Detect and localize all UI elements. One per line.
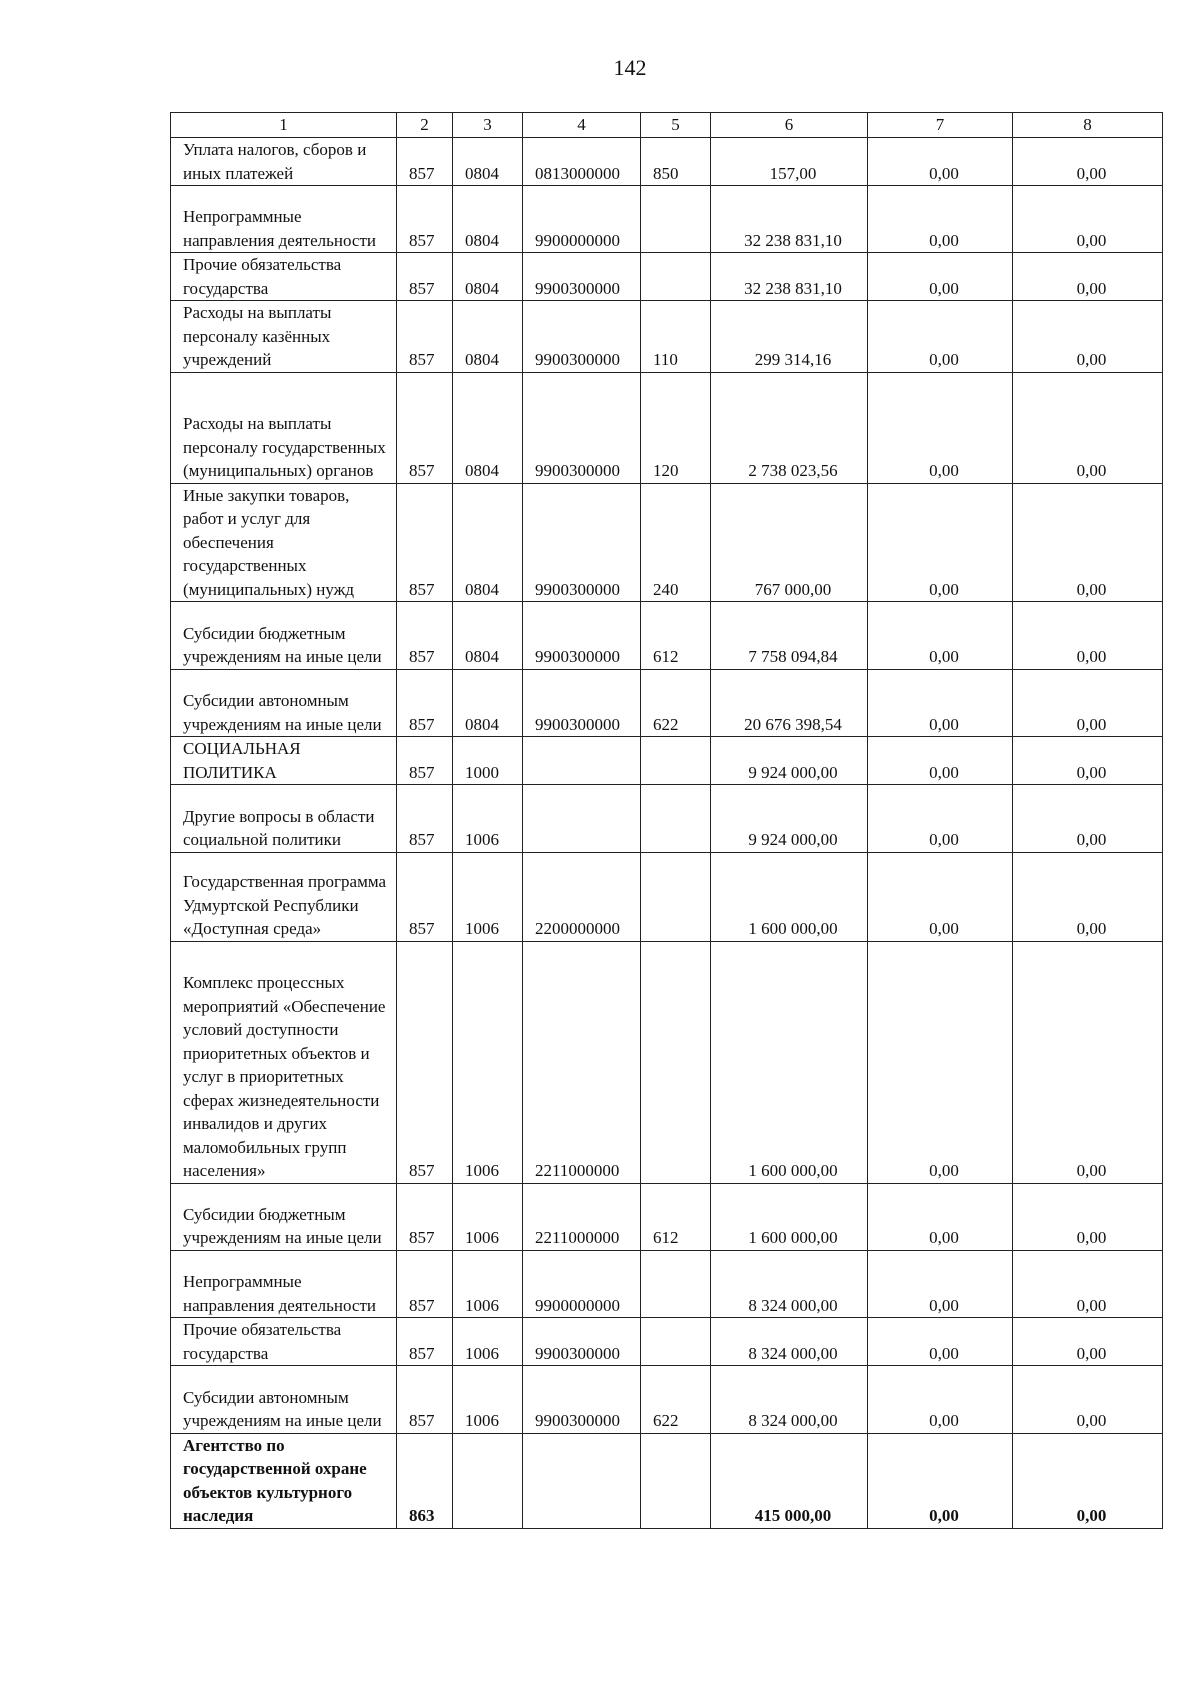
ministry-code-cell: 857: [397, 737, 453, 785]
target-article-cell: 9900300000: [523, 602, 641, 669]
table-row: [171, 186, 1163, 253]
amount-col7-cell: 0,00: [868, 483, 1013, 602]
target-article-cell: 2211000000: [523, 941, 641, 1183]
table-row: [171, 785, 1163, 852]
amount-col7-cell: 0,00: [868, 1183, 1013, 1250]
amount-col7-cell: 0,00: [868, 737, 1013, 785]
row-name-cell: Субсидии автономным учреждениям на иные цели: [171, 669, 397, 736]
row-name-cell: Расходы на выплаты персоналу казённых учреждений: [171, 301, 397, 373]
amount-cell: 415 000,00: [711, 1433, 868, 1528]
table-row: [171, 737, 1163, 785]
ministry-code-cell: 857: [397, 372, 453, 483]
target-article-cell: 2200000000: [523, 852, 641, 941]
row-name-cell: Прочие обязательства государства: [171, 253, 397, 301]
amount-col8-cell: 0,00: [1013, 1366, 1163, 1433]
amount-cell: 32 238 831,10: [711, 253, 868, 301]
table-row: [171, 301, 1163, 373]
expense-type-cell: [641, 1318, 711, 1366]
target-article-cell: 0813000000: [523, 138, 641, 186]
section-code-cell: 0804: [453, 301, 523, 373]
row-name-cell: Непрограммные направления деятельности: [171, 186, 397, 253]
ministry-code-cell: 857: [397, 301, 453, 373]
section-code-cell: 1006: [453, 852, 523, 941]
column-header: 1: [171, 113, 397, 138]
ministry-code-cell: 857: [397, 941, 453, 1183]
amount-col7-cell: 0,00: [868, 1250, 1013, 1317]
amount-col7-cell: 0,00: [868, 1366, 1013, 1433]
target-article-cell: [523, 1433, 641, 1528]
row-name-cell: Другие вопросы в области социальной политики: [171, 785, 397, 852]
amount-col8-cell: 0,00: [1013, 483, 1163, 602]
expense-type-cell: 612: [641, 602, 711, 669]
ministry-code-cell: 857: [397, 1318, 453, 1366]
ministry-code-cell: 857: [397, 602, 453, 669]
amount-cell: 8 324 000,00: [711, 1250, 868, 1317]
ministry-code-cell: 857: [397, 138, 453, 186]
expense-type-cell: 622: [641, 669, 711, 736]
target-article-cell: 9900300000: [523, 301, 641, 373]
amount-cell: 7 758 094,84: [711, 602, 868, 669]
column-header: 5: [641, 113, 711, 138]
table-body: [171, 138, 1163, 1529]
amount-col7-cell: 0,00: [868, 301, 1013, 373]
amount-col8-cell: 0,00: [1013, 186, 1163, 253]
table-row: [171, 1433, 1163, 1528]
amount-cell: 767 000,00: [711, 483, 868, 602]
ministry-code-cell: 857: [397, 1250, 453, 1317]
amount-col8-cell: 0,00: [1013, 785, 1163, 852]
row-name-cell: Прочие обязательства государства: [171, 1318, 397, 1366]
section-code-cell: 1000: [453, 737, 523, 785]
column-header: 2: [397, 113, 453, 138]
amount-cell: 9 924 000,00: [711, 785, 868, 852]
table-row: [171, 1366, 1163, 1433]
amount-col8-cell: 0,00: [1013, 253, 1163, 301]
ministry-code-cell: 857: [397, 253, 453, 301]
amount-col8-cell: 0,00: [1013, 1183, 1163, 1250]
target-article-cell: 9900300000: [523, 1366, 641, 1433]
column-header: 4: [523, 113, 641, 138]
target-article-cell: 9900300000: [523, 483, 641, 602]
table-row: [171, 669, 1163, 736]
amount-col8-cell: 0,00: [1013, 941, 1163, 1183]
ministry-code-cell: 857: [397, 785, 453, 852]
ministry-code-cell: 857: [397, 669, 453, 736]
amount-col7-cell: 0,00: [868, 1433, 1013, 1528]
amount-cell: 299 314,16: [711, 301, 868, 373]
target-article-cell: 9900000000: [523, 186, 641, 253]
section-code-cell: 1006: [453, 1366, 523, 1433]
ministry-code-cell: 863: [397, 1433, 453, 1528]
amount-col7-cell: 0,00: [868, 186, 1013, 253]
column-header: 6: [711, 113, 868, 138]
expense-type-cell: 240: [641, 483, 711, 602]
ministry-code-cell: 857: [397, 852, 453, 941]
amount-cell: 8 324 000,00: [711, 1366, 868, 1433]
table-row: [171, 852, 1163, 941]
amount-col8-cell: 0,00: [1013, 669, 1163, 736]
section-code-cell: [453, 1433, 523, 1528]
expense-type-cell: [641, 852, 711, 941]
amount-col7-cell: 0,00: [868, 1318, 1013, 1366]
target-article-cell: 9900300000: [523, 372, 641, 483]
target-article-cell: [523, 737, 641, 785]
table-row: [171, 138, 1163, 186]
expense-type-cell: 110: [641, 301, 711, 373]
budget-table: [170, 112, 1163, 1529]
amount-col7-cell: 0,00: [868, 941, 1013, 1183]
section-code-cell: 1006: [453, 941, 523, 1183]
amount-cell: 8 324 000,00: [711, 1318, 868, 1366]
amount-col8-cell: 0,00: [1013, 372, 1163, 483]
ministry-code-cell: 857: [397, 483, 453, 602]
amount-cell: 157,00: [711, 138, 868, 186]
amount-col7-cell: 0,00: [868, 602, 1013, 669]
row-name-cell: Уплата налогов, сборов и иных платежей: [171, 138, 397, 186]
row-name-cell: Субсидии бюджетным учреждениям на иные цели: [171, 1183, 397, 1250]
expense-type-cell: [641, 941, 711, 1183]
amount-cell: 1 600 000,00: [711, 852, 868, 941]
row-name-cell: Государственная программа Удмуртской Республики «Доступная среда»: [171, 852, 397, 941]
section-code-cell: 0804: [453, 669, 523, 736]
amount-col7-cell: 0,00: [868, 138, 1013, 186]
amount-col7-cell: 0,00: [868, 669, 1013, 736]
amount-col8-cell: 0,00: [1013, 602, 1163, 669]
ministry-code-cell: 857: [397, 1183, 453, 1250]
ministry-code-cell: 857: [397, 186, 453, 253]
expense-type-cell: 622: [641, 1366, 711, 1433]
row-name-cell: СОЦИАЛЬНАЯ ПОЛИТИКА: [171, 737, 397, 785]
row-name-cell: Субсидии автономным учреждениям на иные цели: [171, 1366, 397, 1433]
row-name-cell: Комплекс процессных мероприятий «Обеспечение условий доступности приоритетных объектов и услуг в приоритетных сферах жизнедеятельности инвалидов и других маломобильных групп населения»: [171, 941, 397, 1183]
expense-type-cell: [641, 186, 711, 253]
section-code-cell: 0804: [453, 372, 523, 483]
section-code-cell: 0804: [453, 138, 523, 186]
row-name-cell: Непрограммные направления деятельности: [171, 1250, 397, 1317]
amount-col7-cell: 0,00: [868, 852, 1013, 941]
table-row: [171, 372, 1163, 483]
table-row: [171, 1183, 1163, 1250]
row-name-cell: Иные закупки товаров, работ и услуг для обеспечения государственных (муниципальных) нужд: [171, 483, 397, 602]
page-number: 142: [613, 55, 647, 80]
target-article-cell: 9900000000: [523, 1250, 641, 1317]
row-name-cell: Субсидии бюджетным учреждениям на иные цели: [171, 602, 397, 669]
table-row: [171, 1318, 1163, 1366]
target-article-cell: 9900300000: [523, 253, 641, 301]
expense-type-cell: 850: [641, 138, 711, 186]
amount-col8-cell: 0,00: [1013, 138, 1163, 186]
amount-col8-cell: 0,00: [1013, 1433, 1163, 1528]
section-code-cell: 1006: [453, 1250, 523, 1317]
amount-col7-cell: 0,00: [868, 785, 1013, 852]
target-article-cell: 9900300000: [523, 1318, 641, 1366]
amount-cell: 1 600 000,00: [711, 941, 868, 1183]
amount-cell: 9 924 000,00: [711, 737, 868, 785]
row-name-cell: Расходы на выплаты персоналу государственных (муниципальных) органов: [171, 372, 397, 483]
target-article-cell: 9900300000: [523, 669, 641, 736]
amount-col8-cell: 0,00: [1013, 737, 1163, 785]
amount-col7-cell: 0,00: [868, 372, 1013, 483]
amount-col8-cell: 0,00: [1013, 1318, 1163, 1366]
expense-type-cell: [641, 1250, 711, 1317]
amount-cell: 20 676 398,54: [711, 669, 868, 736]
expense-type-cell: [641, 737, 711, 785]
row-name-cell: Агентство по государственной охране объектов культурного наследия: [171, 1433, 397, 1528]
column-header: 3: [453, 113, 523, 138]
table-row: [171, 483, 1163, 602]
table-row: [171, 602, 1163, 669]
section-code-cell: 1006: [453, 1318, 523, 1366]
table-row: [171, 941, 1163, 1183]
amount-cell: 32 238 831,10: [711, 186, 868, 253]
amount-cell: 1 600 000,00: [711, 1183, 868, 1250]
expense-type-cell: [641, 253, 711, 301]
section-code-cell: 0804: [453, 253, 523, 301]
table-row: [171, 253, 1163, 301]
section-code-cell: 0804: [453, 483, 523, 602]
section-code-cell: 0804: [453, 602, 523, 669]
expense-type-cell: [641, 785, 711, 852]
amount-col8-cell: 0,00: [1013, 1250, 1163, 1317]
section-code-cell: 0804: [453, 186, 523, 253]
section-code-cell: 1006: [453, 1183, 523, 1250]
table-row: [171, 1250, 1163, 1317]
column-header: 7: [868, 113, 1013, 138]
target-article-cell: [523, 785, 641, 852]
expense-type-cell: [641, 1433, 711, 1528]
expense-type-cell: 612: [641, 1183, 711, 1250]
column-number-row: [171, 113, 1163, 138]
column-header: 8: [1013, 113, 1163, 138]
expense-type-cell: 120: [641, 372, 711, 483]
amount-col8-cell: 0,00: [1013, 301, 1163, 373]
target-article-cell: 2211000000: [523, 1183, 641, 1250]
amount-col8-cell: 0,00: [1013, 852, 1163, 941]
section-code-cell: 1006: [453, 785, 523, 852]
amount-cell: 2 738 023,56: [711, 372, 868, 483]
amount-col7-cell: 0,00: [868, 253, 1013, 301]
ministry-code-cell: 857: [397, 1366, 453, 1433]
